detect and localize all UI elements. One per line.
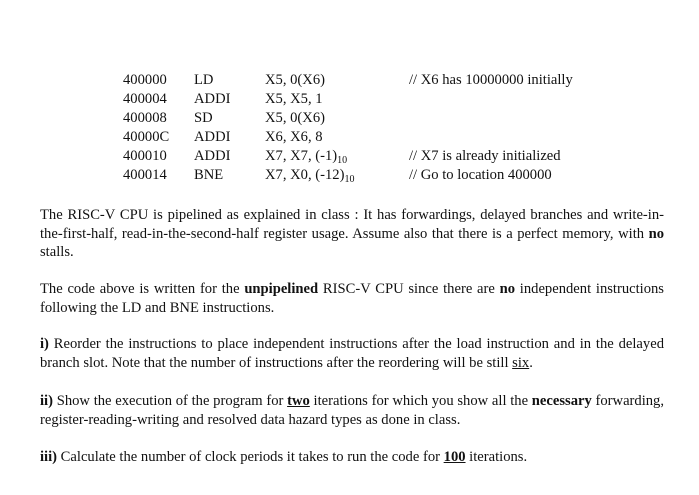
instruction-operands: X7, X7, $(-1)_{10}$: [265, 148, 348, 166]
base-subscript: 10: [344, 174, 355, 185]
question-iii: iii) Calculate the number of clock periods it takes to run the code for 100 iterations.: [40, 449, 528, 465]
instruction-operands: X5, 0(X6): [265, 72, 325, 88]
instruction-opcode: ADDI: [194, 91, 231, 107]
instruction-address: 400004: [123, 91, 167, 107]
code-note: The code above is written for the unpipelined RISC-V CPU since there are no independent instructions following the LD and BNE instructions.: [40, 281, 664, 316]
instruction-comment: // X6 has 10000000 initially: [409, 72, 573, 88]
instruction-comment: // Go to location 400000: [409, 167, 552, 183]
code-line: [0, 72, 699, 91]
instruction-operands: X7, X0, $(-12)_{10}$: [265, 167, 355, 185]
question-i: i) Reorder the instructions to place independent instructions after the load instruction and in the delayed branch slot. Note that the number of instructions after the reordering will be still six.: [40, 336, 664, 371]
instruction-address: 400000: [123, 72, 167, 88]
question-label: ii): [40, 393, 53, 409]
instruction-operands: X6, X6, 8: [265, 129, 323, 145]
instruction-address: 400014: [123, 167, 167, 183]
code-listing: [0, 0, 699, 200]
pipeline-description: The RISC-V CPU is pipelined as explained in class : It has forwardings, delayed branches and write-in-the-first-half, read-in-the-second-half register usage. Assume also that there is a perfect memory, with no stalls.: [40, 207, 664, 260]
instruction-opcode: ADDI: [194, 148, 231, 164]
instruction-opcode: SD: [194, 110, 213, 126]
question-label: iii): [40, 449, 58, 465]
code-line: [0, 110, 699, 129]
instruction-opcode: BNE: [194, 167, 224, 183]
instruction-opcode: LD: [194, 72, 214, 88]
question-label: i): [40, 336, 49, 352]
code-line: [0, 167, 699, 186]
instruction-operands: X5, 0(X6): [265, 110, 325, 126]
question-ii: ii) Show the execution of the program for two iterations for which you show all the necessary forwarding, register-reading-writing and resolved data hazard types as done in class.: [40, 393, 665, 428]
instruction-comment: // X7 is already initialized: [409, 148, 561, 164]
code-line: [0, 148, 699, 167]
base-subscript: 10: [337, 155, 348, 166]
instruction-address: 40000C: [123, 129, 170, 145]
instruction-address: 400008: [123, 110, 167, 126]
code-line: [0, 91, 699, 110]
instruction-opcode: ADDI: [194, 129, 231, 145]
code-line: [0, 129, 699, 148]
instruction-operands: X5, X5, 1: [265, 91, 323, 107]
instruction-address: 400010: [123, 148, 167, 164]
